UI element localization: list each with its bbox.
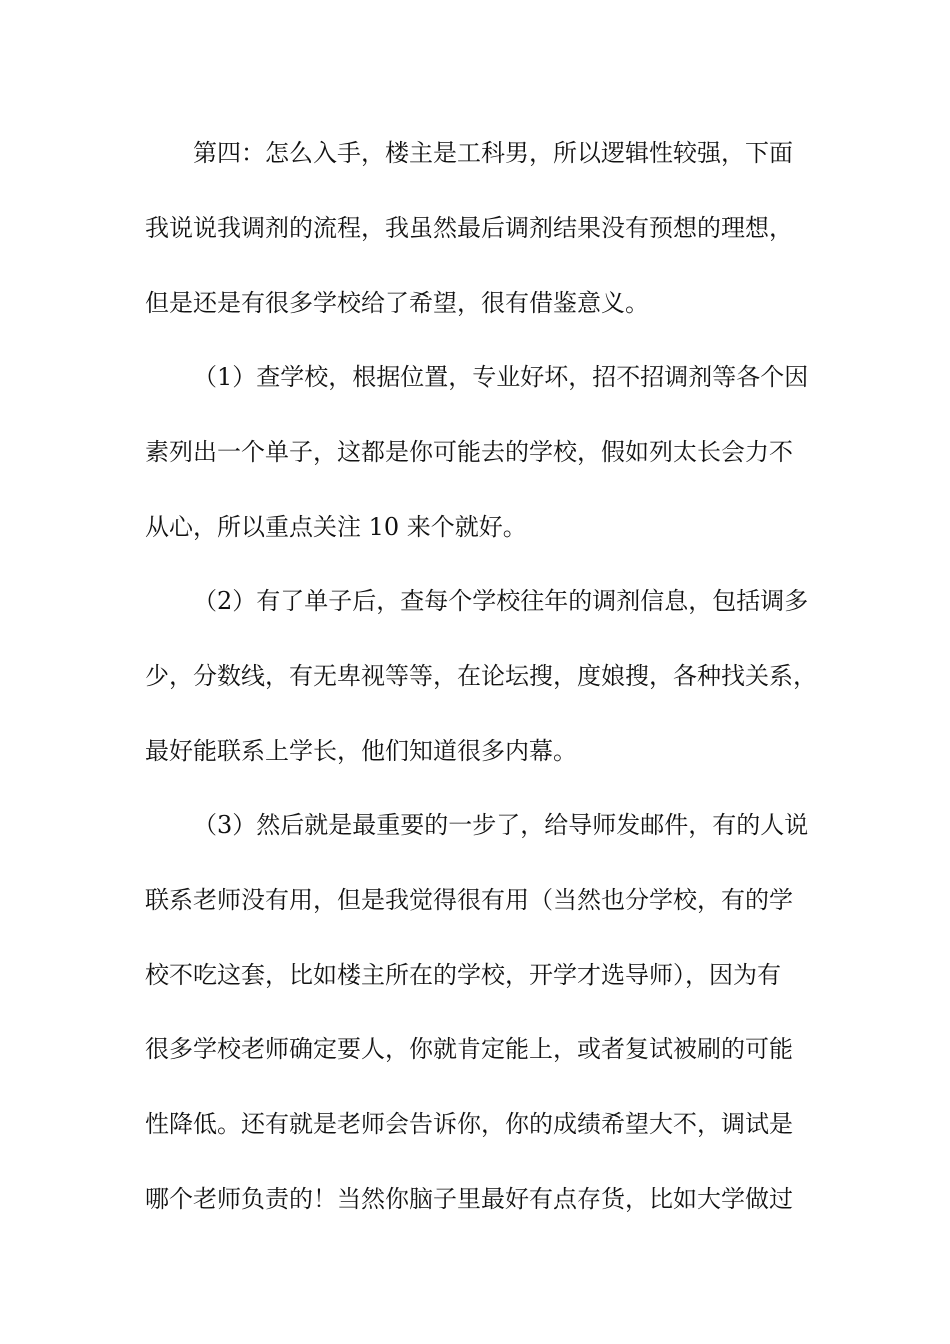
text-line-6: 从心，所以重点关注 10 来个就好。 [145, 513, 527, 541]
text-line-14: 性降低。还有就是老师会告诉你，你的成绩希望大不，调试是 [145, 1110, 793, 1138]
text-line-3: 但是还是有很多学校给了希望，很有借鉴意义。 [145, 289, 649, 317]
text-line-12: 校不吃这套，比如楼主所在的学校，开学才选导师），因为有 [145, 961, 781, 989]
text-line-9: 最好能联系上学长，他们知道很多内幕。 [145, 737, 577, 765]
text-line-13: 很多学校老师确定要人，你就肯定能上，或者复试被刷的可能 [145, 1035, 793, 1063]
text-line-10: （3）然后就是最重要的一步了，给导师发邮件，有的人说 [193, 811, 809, 839]
text-line-2: 我说说我调剂的流程，我虽然最后调剂结果没有预想的理想， [145, 214, 793, 242]
text-line-7: （2）有了单子后，查每个学校往年的调剂信息，包括调多 [193, 587, 809, 615]
text-line-5: 素列出一个单子，这都是你可能去的学校，假如列太长会力不 [145, 438, 793, 466]
text-line-1: 第四：怎么入手，楼主是工科男，所以逻辑性较强，下面 [193, 139, 793, 167]
text-line-11: 联系老师没有用，但是我觉得很有用（当然也分学校，有的学 [145, 886, 793, 914]
text-line-4: （1）查学校，根据位置，专业好坏，招不招调剂等各个因 [193, 363, 809, 391]
text-line-8: 少，分数线，有无卑视等等，在论坛搜，度娘搜，各种找关系， [145, 662, 817, 690]
text-line-15: 哪个老师负责的！当然你脑子里最好有点存货，比如大学做过 [145, 1185, 793, 1213]
